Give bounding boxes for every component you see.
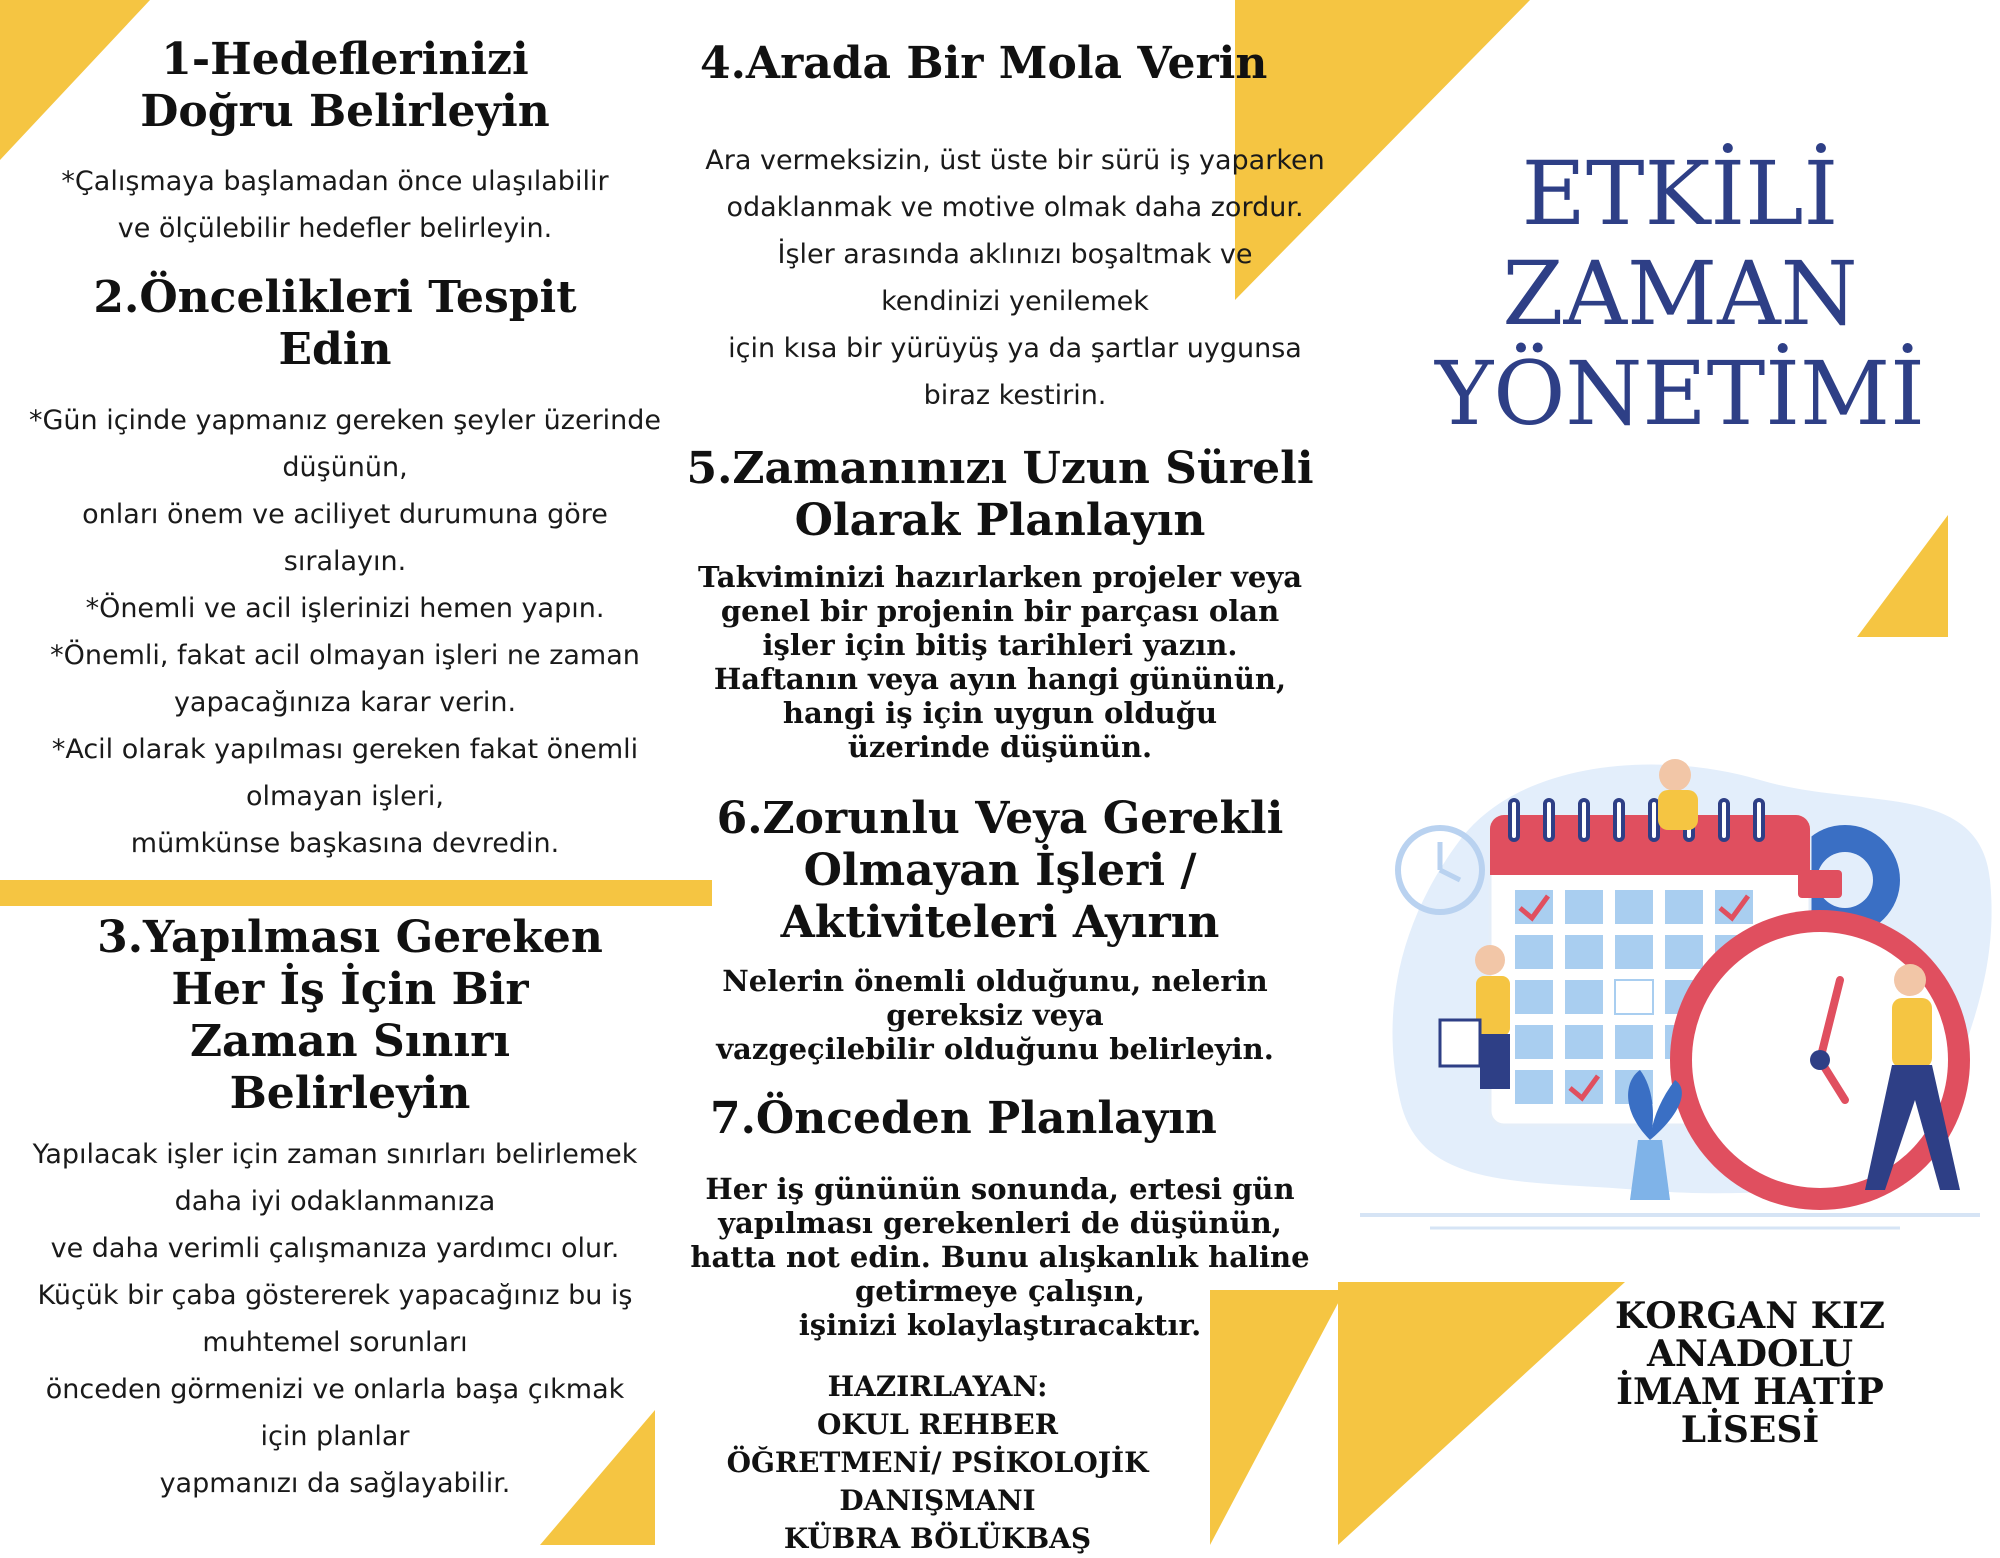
s7-title: 7.Önceden Planlayın	[710, 1093, 1217, 1144]
s2-title: 2.Öncelikleri Tespit Edin	[93, 272, 577, 375]
yellow-triangle-right-middle	[1857, 515, 1948, 637]
s4-title: 4.Arada Bir Mola Verin	[700, 38, 1268, 89]
time-management-illustration	[1340, 720, 2000, 1240]
s5-title: 5.Zamanınızı Uzun Süreli Olarak Planlayın	[686, 443, 1314, 546]
s3-body: Yapılacak işler için zaman sınırları belirlemek daha iyi odaklanmanıza ve daha verimli çalışmanıza yardımcı olur. Küçük bir çaba göstererek yapacağınız bu iş muhtemel sorunları önceden görmenizi ve onlarla başa çıkmak için planlar yapmanızı da sağlayabilir.	[32, 1139, 638, 1499]
s6-title: 6.Zorunlu Veya Gerekli Olmayan İşleri / Aktiviteleri Ayırın	[716, 793, 1284, 948]
s5-body: Takviminizi hazırlarken projeler veya genel bir projenin bir parçası olan işler için bitiş tarihleri yazın. Haftanın veya ayın hangi gününün, hangi iş için uygun olduğu üzerinde düşünün.	[697, 560, 1302, 764]
author-credit: HAZIRLAYAN: OKUL REHBER ÖĞRETMENİ/ PSİKOLOJİK DANIŞMANI KÜBRA BÖLÜKBAŞ	[726, 1370, 1149, 1555]
s3-title: 3.Yapılması Gereken Her İş İçin Bir Zaman Sınırı Belirleyin	[97, 912, 603, 1119]
s1-body: *Çalışmaya başlamadan önce ulaşılabilir ve ölçülebilir hedefler belirleyin.	[61, 166, 609, 244]
school-name: KORGAN KIZ ANADOLU İMAM HATİP LİSESİ	[1614, 1295, 1886, 1451]
s4-body: Ara vermeksizin, üst üste bir sürü iş yaparken odaklanmak ve motive olmak daha zordur. İşler arasında aklınızı boşaltmak ve kendinizi yenilemek için kısa bir yürüyüş ya da şartlar uygunsa biraz kestirin.	[705, 145, 1325, 411]
yellow-divider-bar	[0, 880, 712, 906]
s6-body: Nelerin önemli olduğunu, nelerin gereksiz veya vazgeçilebilir olduğunu belirleyin.	[716, 964, 1274, 1066]
s2-body: *Gün içinde yapmanız gereken şeyler üzerinde düşünün, onları önem ve aciliyet durumuna göre sıralayın. *Önemli ve acil işlerinizi hemen yapın. *Önemli, fakat acil olmayan işleri ne zaman yapacağınıza karar verin. *Acil olarak yapılması gereken fakat önemli olmayan işleri, mümkünse başkasına devredin.	[28, 405, 662, 859]
s1-title: 1-Hedeflerinizi Doğru Belirleyin	[140, 34, 550, 137]
main-title: ETKİLİ ZAMAN YÖNETİMİ	[1435, 142, 1925, 445]
s7-body: Her iş gününün sonunda, ertesi gün yapılması gerekenleri de düşünün, hatta not edin. Bunu alışkanlık haline getirmeye çalışın, işinizi kolaylaştıracaktır.	[690, 1172, 1310, 1342]
